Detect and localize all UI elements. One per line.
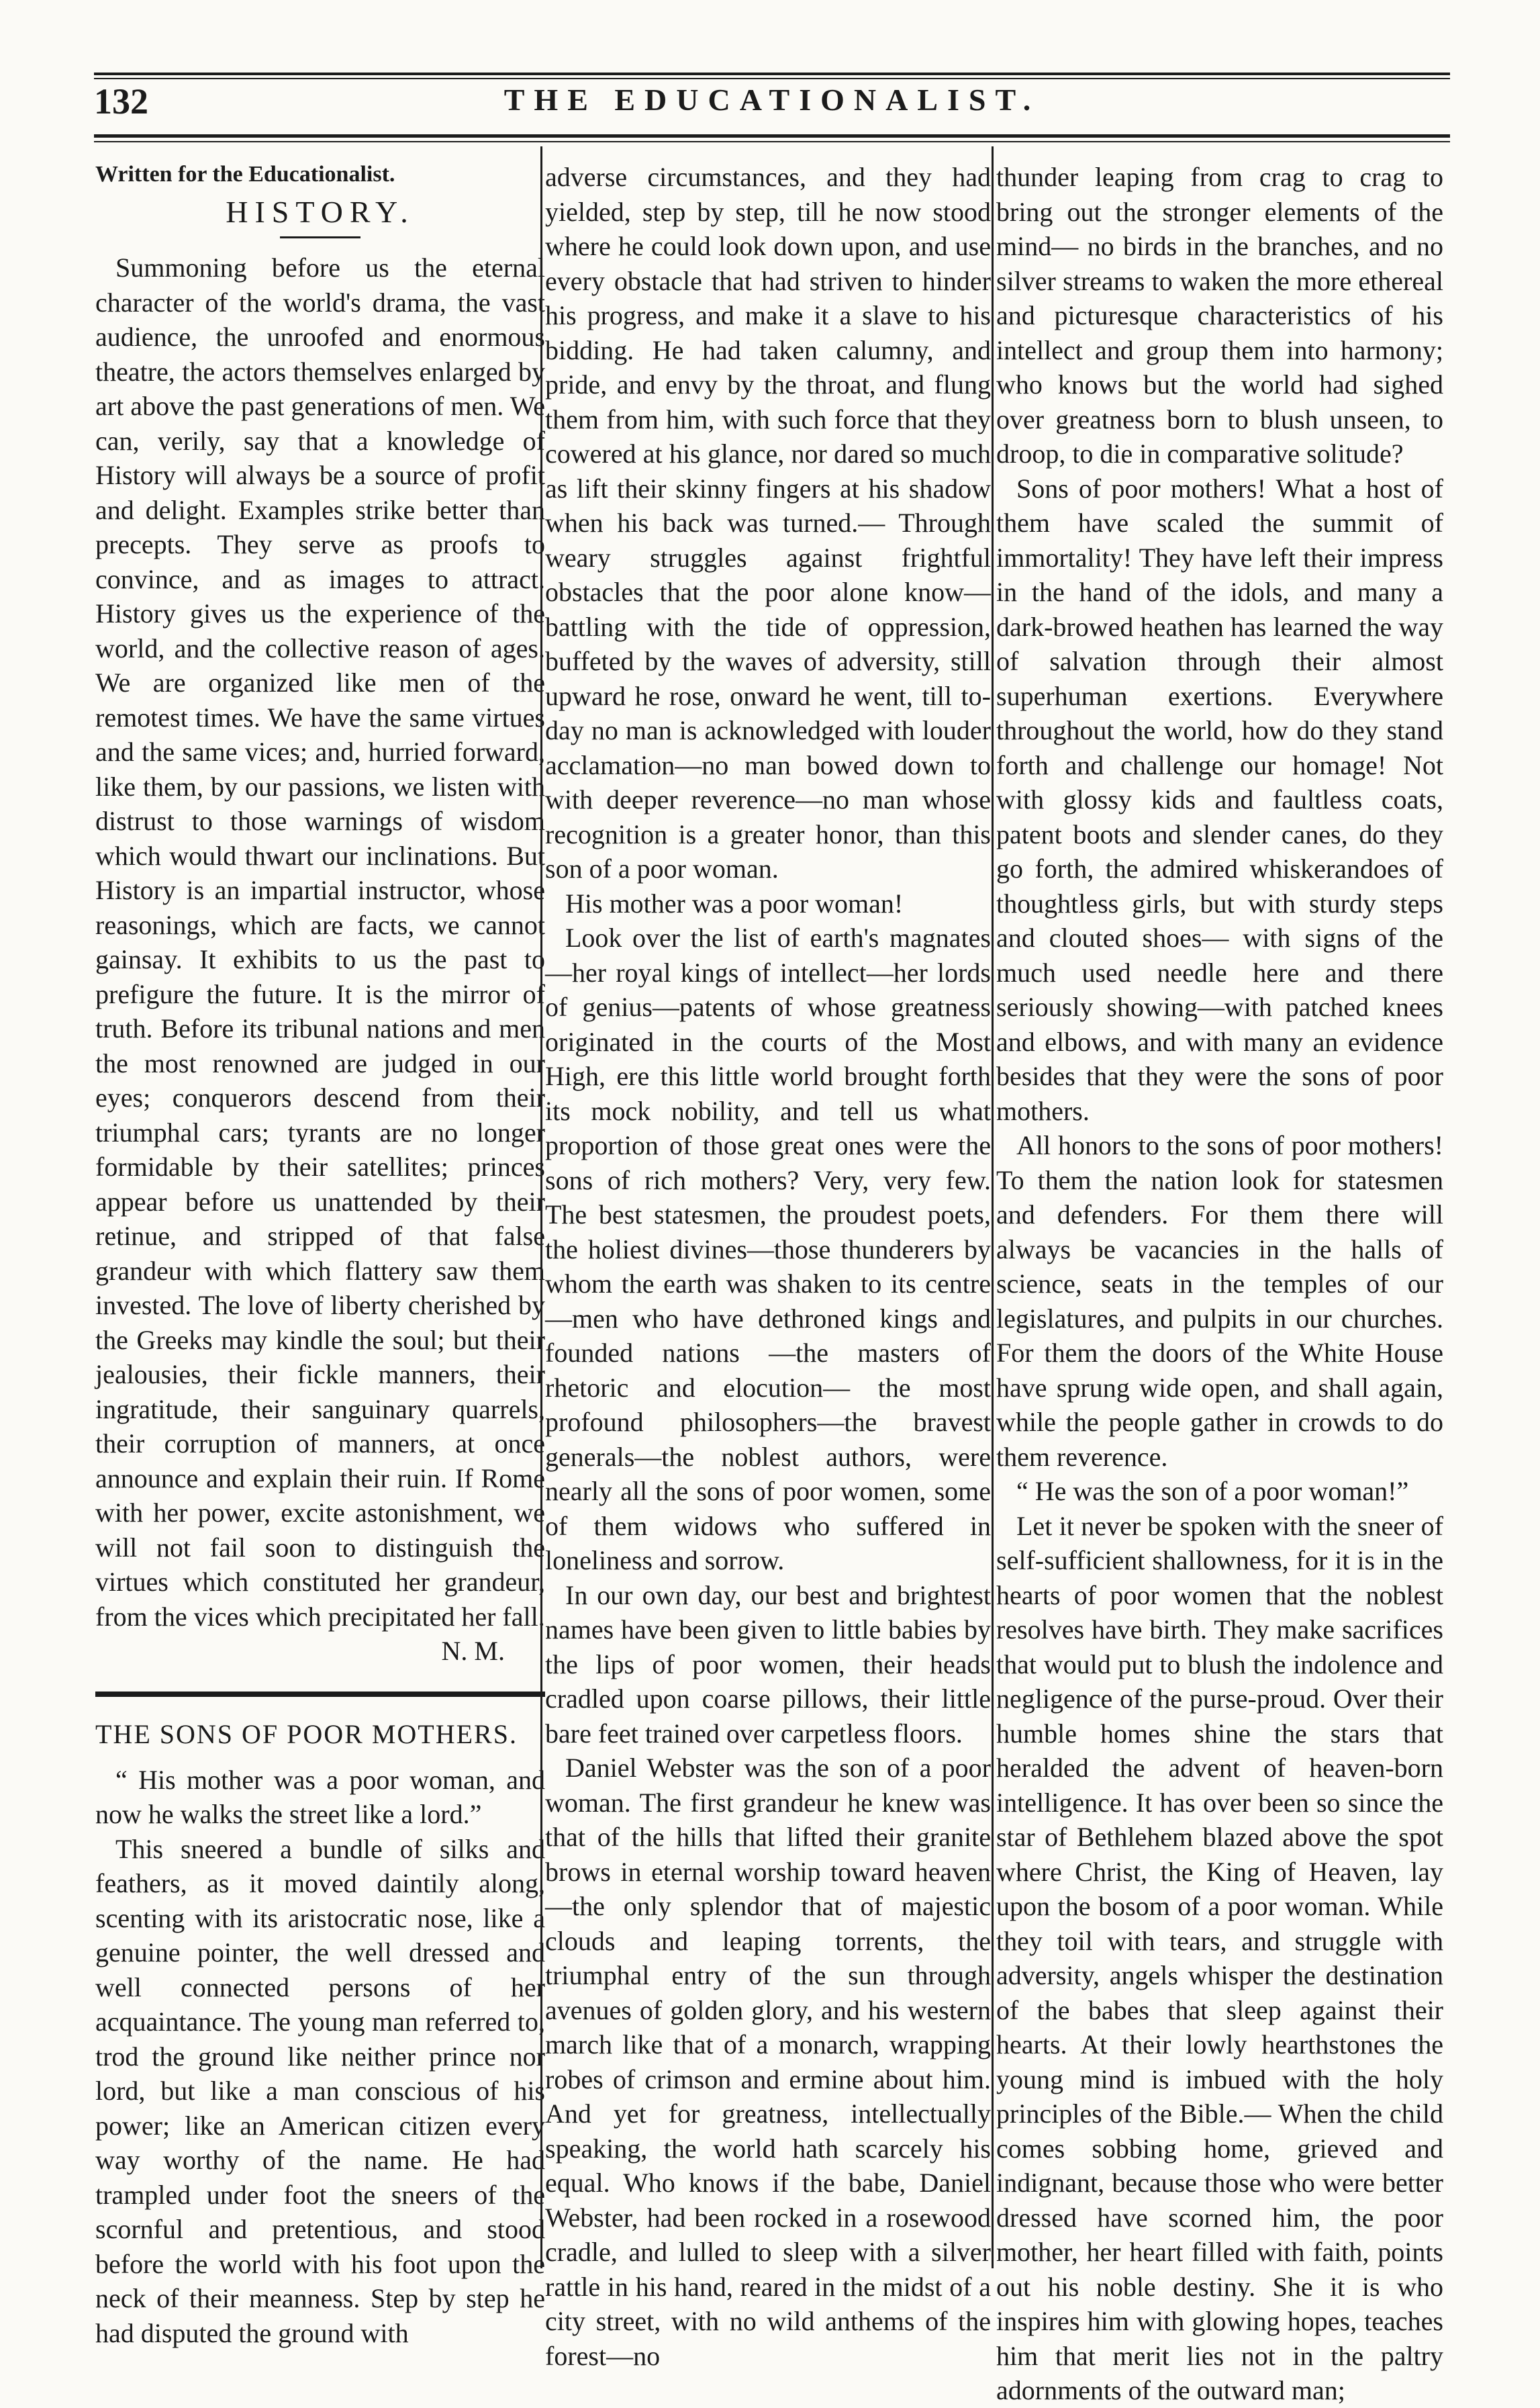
page-header: [94, 81, 1450, 128]
header-rule-lower: [94, 141, 1450, 142]
top-rule-lower: [94, 78, 1450, 79]
article-credit: Written for the Educationalist.: [95, 162, 395, 187]
sons-paragraph: In our own day, our best and brightest names have been given to little babies by the lips of poor women, their heads cradled upon coarse pillows, their little bare feet trained over carpetless floors.: [545, 1579, 991, 1749]
sons-paragraph: Sons of poor mothers! What a host of them have scaled the summit of immortality! They have left their impress in the hand of the idols, and many a dark-browed heathen has learned the way of salvation through their almost superhuman exertions. Everywhere throughout the world, how do they stand forth and challenge our homage! Not with glossy kids and faultless coats, patent boots and slender canes, do they go forth, the admired whiskerandoes of thoughtless girls, but with sturdy steps and clouted shoes— with signs of the much used needle here and there seriously showing—with patched knees and elbows, and with many an evidence besides that they were the sons of poor mothers.: [996, 473, 1443, 1126]
sons-paragraph: adverse circumstances, and they had yielded, step by step, till he now stood where he could look down upon, and use every obstacle that had striven to hinder his progress, and make it a slave to his bidding. He had taken calumny, and pride, and envy by the throat, and flung them from him, with such force that they cowered at his glance, nor dared so much as lift their skinny fingers at his shadow when his back was turned.— Through weary struggles against frightful obstacles that the poor alone know— battling with the tide of oppression, buffeted by the waves of adversity, still upward he rose, onward he went, till to-day no man is acknowledged with louder acclamation—no man bowed down to with deeper reverence—no man whose recognition is a greater honor, than this son of a poor woman.: [545, 162, 991, 884]
sons-paragraph: Look over the list of earth's magnates —her royal kings of intellect—her lords of genius—patents of whose greatness originated in the courts of the Most High, ere this little world brought forth its mock nobility, and tell us what proportion of those great ones were the sons of rich mothers? Very, very few. The best statesmen, the proudest poets, the holiest divines—those thunderers by whom the earth was shaken to its centre—men who have dethroned kings and founded nations —the masters of rhetoric and elocution— the most profound philosophers—the bravest generals—the noblest authors, were nearly all the sons of poor women, some of them widows who suffered in loneliness and sorrow.: [545, 923, 991, 1575]
article-title-history: HISTORY.: [226, 195, 415, 229]
sons-paragraph: thunder leaping from crag to crag to bring out the stronger elements of the mind— no birds in the branches, and no silver streams to waken the more ethereal and picturesque characteristics of his intellect and group them into harmony; who knows but the world had sighed over greatness born to blush unseen, to droop, to die in comparative solitude?: [996, 162, 1443, 469]
sons-paragraph: Let it never be spoken with the sneer of self-sufficient shallowness, for it is in the hearts of poor women that the noblest resolves have birth. They make sacrifices that would put to blush the indolence and negligence of the purse-proud. Over their humble homes shine the stars that heralded the advent of heaven-born intelligence. It has over been so since the star of Bethlehem blazed above the spot where Christ, the King of Heaven, lay upon the bosom of a poor woman. While they toil with tears, and struggle with adversity, angels whisper the destination of the babes that sleep against their hearts. At their lowly hearthstones the young mind is imbued with the holy principles of the Bible.— When the child comes sobbing home, grieved and indignant, because those who were better dressed have scorned him, the poor mother, her heart filled with faith, points out his noble destiny. She it is who inspires him with glowing hopes, teaches him that merit lies not in the paltry adornments of the outward man;: [996, 1510, 1443, 2405]
header-rule-upper: [94, 134, 1450, 138]
top-rule-upper: [94, 73, 1450, 75]
sons-paragraph: This sneered a bundle of silks and feathers, as it moved daintily along, scenting with its aristocratic nose, like a genuine pointer, the well dressed and well connected persons of her acquaintance. The young man referred to, trod the ground like neither prince nor lord, but like a man conscious of his power; like an American citizen every way worthy of the name. He had trampled under foot the sneers of the scornful and pretentious, and stood before the world with his foot upon the neck of their meanness. Step by step he had disputed the ground with: [95, 1833, 545, 2348]
sons-paragraph: “ He was the son of a poor woman!”: [1016, 1476, 1409, 1506]
history-paragraph: Summoning before us the eternal character of the world's drama, the vast audience, the unroofed and enormous theatre, the actors themselves enlarged by art above the past generations of men. We can, verily, say that a knowledge of History will always be a source of profit and delight. Examples strike better than precepts. They serve as proofs to convince, and as images to attract. History gives us the experience of the world, and the collective reason of ages. We are organized like men of the remotest times. We have the same virtues and the same vices; and, hurried forward, like them, by our passions, we listen with distrust to those warnings of wisdom which would thwart our inclinations. But History is an impartial instructor, whose reasonings, which are facts, we cannot gainsay. It exhibits to us the past to prefigure the future. It is the mirror of truth. Before its tribunal nations and men the most renowned are judged in our eyes; conquerors descend from their triumphal cars; tyrants are no longer formidable by their satellites; princes appear before us unattended by their retinue, and stripped of that false grandeur with which flattery saw them invested. The love of liberty cherished by the Greeks may kindle the soul; but their jealousies, their fickle manners, their ingratitude, their sanguinary quarrels, their corruption of manners, at once announce and explain their ruin. If Rome with her power, excite astonishment, we will not fail soon to distinguish the virtues which constituted her grandeur, from the vices which precipitated her fall.: [95, 252, 545, 1632]
title-rule: [280, 236, 360, 238]
page-number: 132: [94, 81, 148, 122]
sons-paragraph: Daniel Webster was the son of a poor woman. The first grandeur he knew was that of the hills that lifted their granite brows in eternal worship toward heaven—the only splendor that of majestic clouds and leaping torrents, the triumphal entry of the sun through avenues of golden glory, and his western march like that of a monarch, wrapping robes of crimson and ermine about him. And yet for greatness, intellectually speaking, the world hath scarcely his equal. Who knows if the babe, Daniel Webster, had been rocked in a rosewood cradle, and lulled to sleep with a silver rattle in his hand, reared in the midst of a city street, with no wild anthems of the forest—no: [545, 1753, 991, 2371]
column-1: [95, 160, 545, 2350]
article-title-sons: THE SONS OF POOR MOTHERS.: [95, 1718, 518, 1749]
column-3: [996, 160, 1443, 2408]
sons-paragraph: “ His mother was a poor woman, and now he walks the street like a lord.”: [95, 1764, 545, 1829]
history-signature: N. M.: [441, 1636, 505, 1666]
article-separator: [95, 1692, 545, 1697]
sons-paragraph: All honors to the sons of poor mothers! To them the nation look for statesmen and defenders. For them there will always be vacancies in the halls of science, seats in the temples of our legislatures, and pulpits in our churches. For them the doors of the White House have sprung wide open, and shall again, while the people gather in crowds to do them reverence.: [996, 1130, 1443, 1472]
masthead-title: THE EDUCATIONALIST.: [503, 83, 1041, 117]
column-divider-2: [992, 146, 994, 2268]
column-2: [545, 160, 991, 2373]
sons-paragraph: His mother was a poor woman!: [565, 888, 904, 919]
